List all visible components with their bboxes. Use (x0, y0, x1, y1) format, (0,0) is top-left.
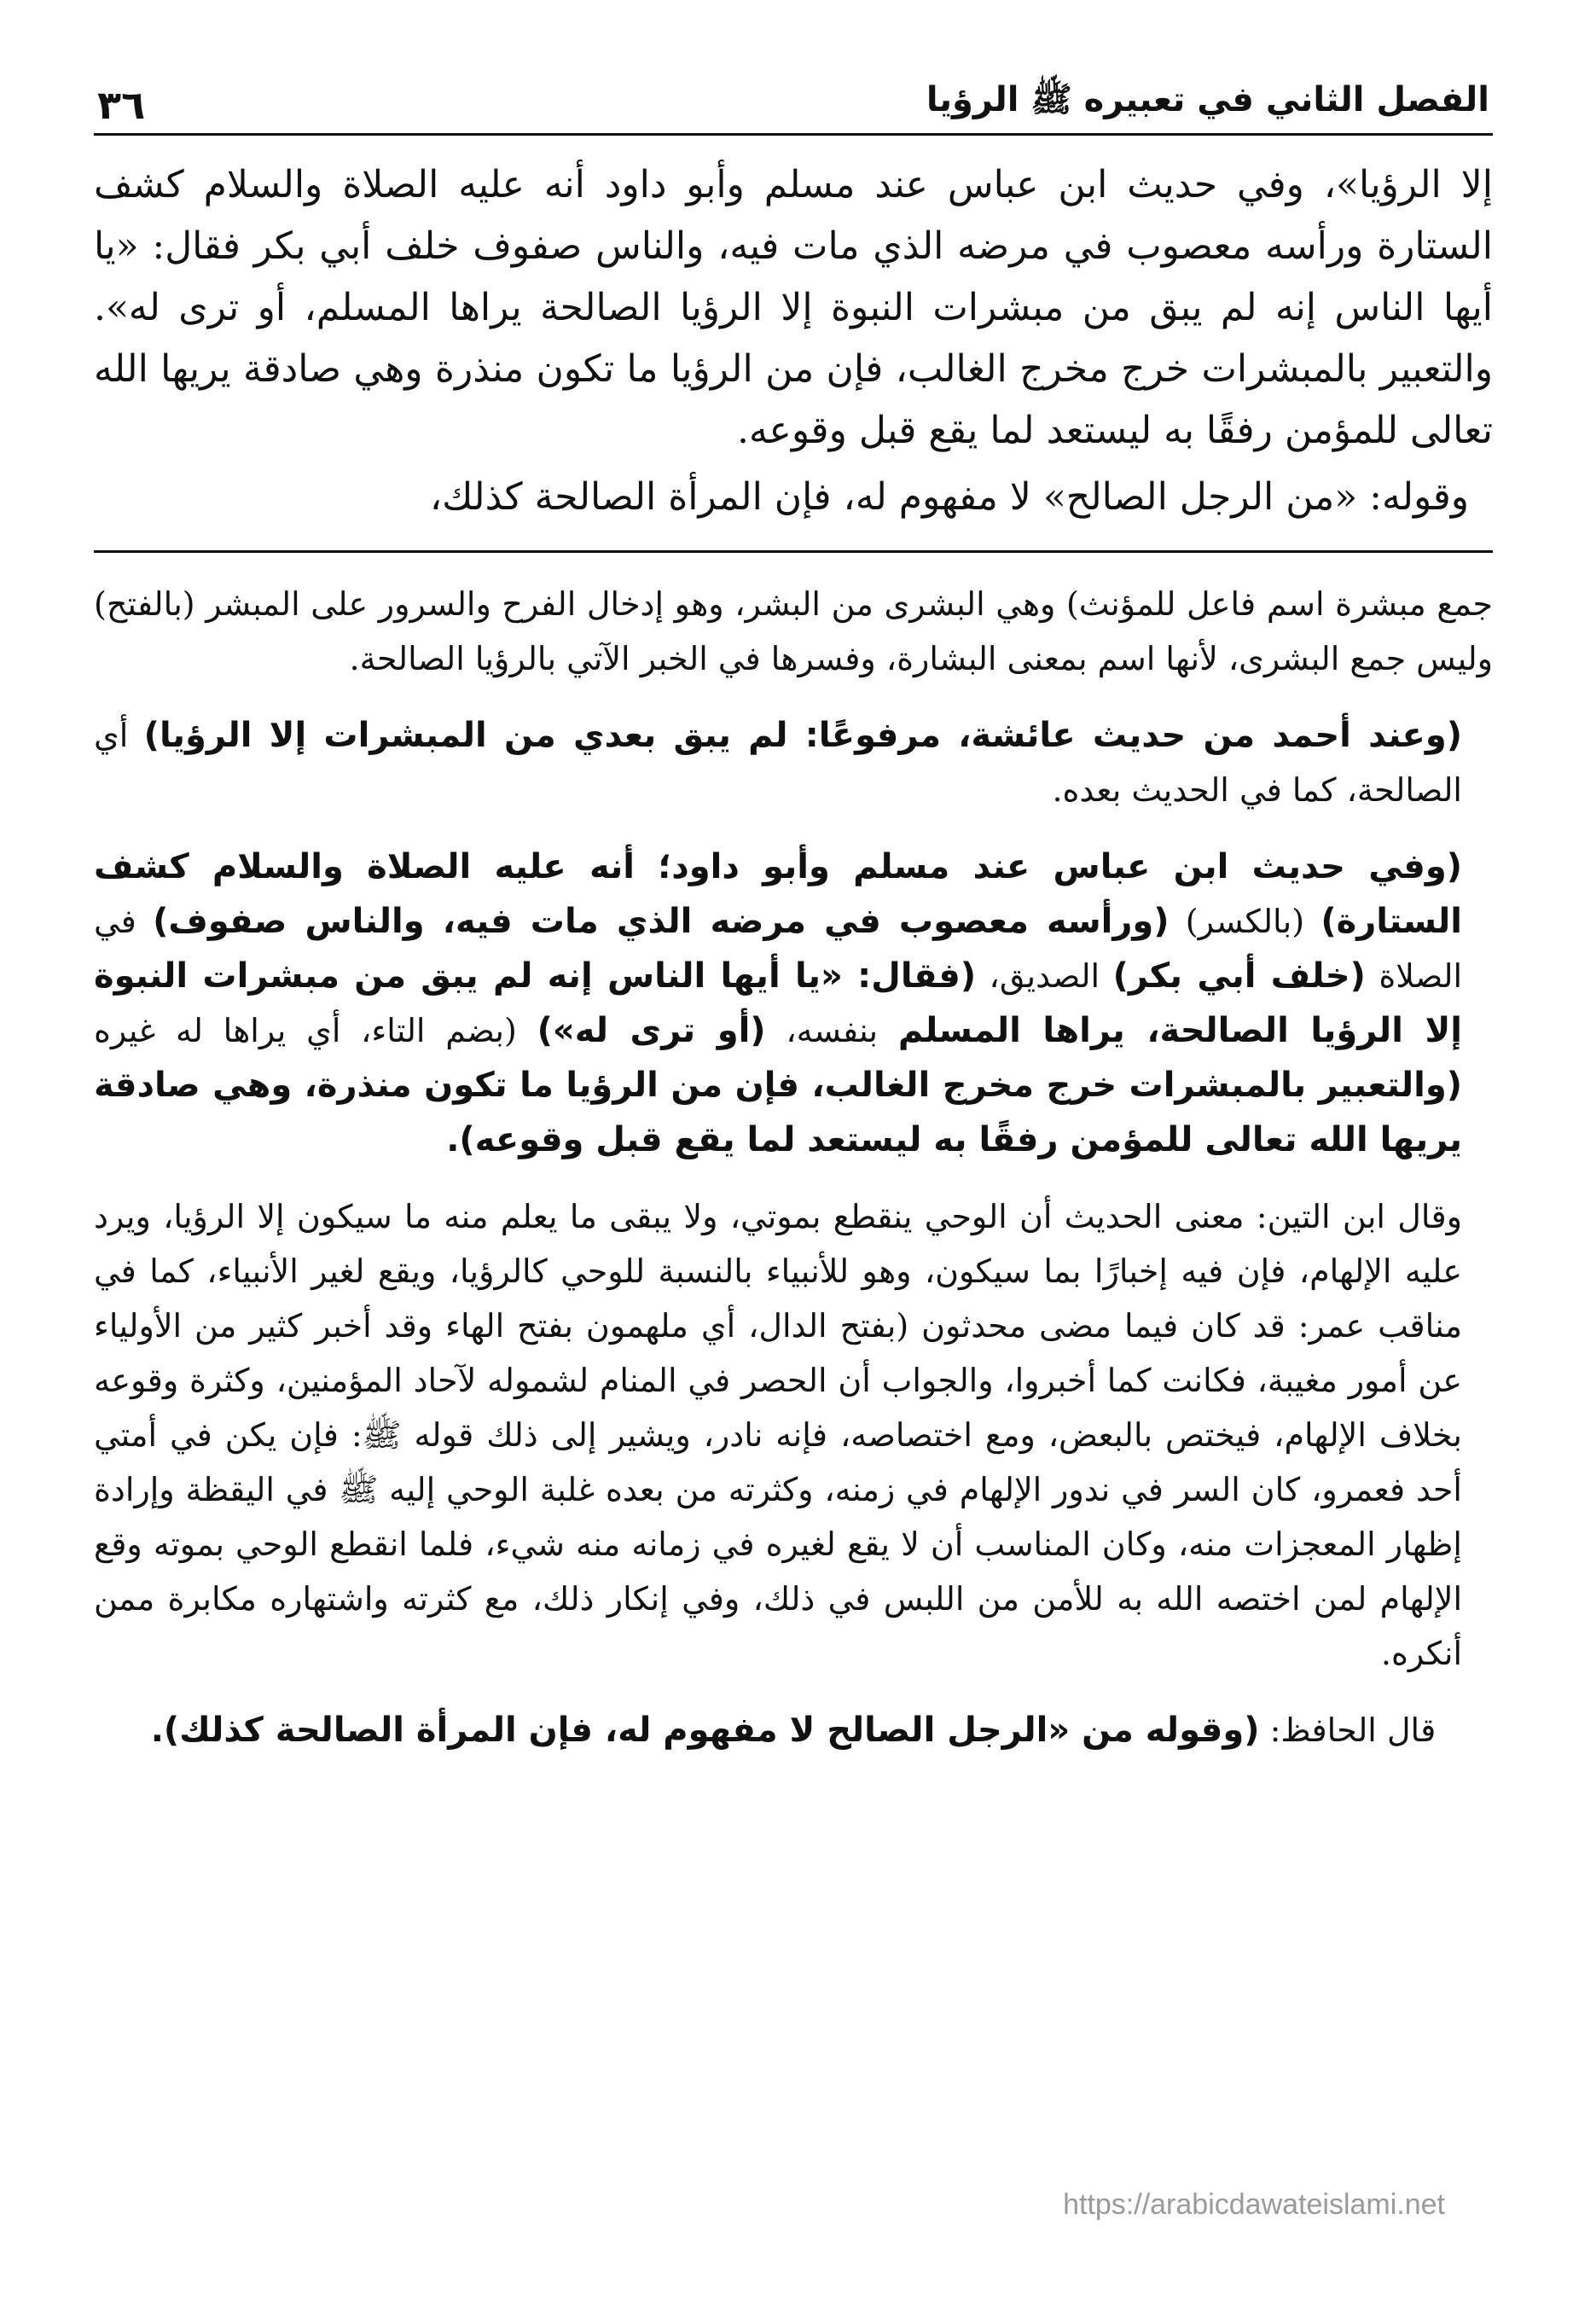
commentary-paragraph: جمع مبشرة اسم فاعل للمؤنث) وهي البشرى من البشر، وهو إدخال الفرح والسرور على المبشر (بالفتح) وليس جمع البشرى، لأنها اسم بمعنى البشارة، وفسرها في الخبر الآتي بالرؤيا الصالحة. (94, 585, 1493, 677)
explanation-text: في الصلاة (94, 903, 1463, 995)
explanation-text: الصديق، (976, 957, 1113, 995)
book-page (94, 60, 1493, 1758)
quoted-text: (وفي حديث ابن عباس عند مسلم وأبو داود؛ أنه عليه الصلاة والسلام كشف الستارة) (94, 847, 1463, 941)
commentary-paragraph (94, 840, 1493, 1167)
explanation-text: (بضم التاء، أي يراها له غيره (94, 1012, 537, 1049)
page-number: ٣٦ (97, 82, 146, 128)
explanation-text: أي الصالحة، كما في الحديث بعده. (94, 717, 1462, 809)
commentary-paragraph: وقال ابن التين: معنى الحديث أن الوحي ينقطع بموتي، ولا يبقى ما يعلم منه ما سيكون إلا الرؤيا، ويرد عليه الإلهام، فإن فيه إخبارًا بما سيكون، وهو للأنبياء بالنسبة للوحي كالرؤيا، ويقع لغير الأنبياء، كما في مناقب عمر: قد كان فيما مضى محدثون (بفتح الدال، أي ملهمون بفتح الهاء وقد أخبر كثير من الأولياء عن أمور مغيبة، فكانت كما أخبروا، والجواب أن الحصر في المنام لشموله لآحاد المؤمنين، وكثرة وقوعه بخلاف الإلهام، فيختص بالبعض، ومع اختصاصه، فإنه نادر، ويشير إلى ذلك قوله ﷺ: فإن يكن في أمتي أحد فعمرو، كان السر في ندور الإلهام في زمنه، وكثرته من بعده غلبة الوحي إليه ﷺ في اليقظة وإرادة إظهار المعجزات منه، وكان المناسب أن لا يقع لغيره في زمانه منه شيء، فلما انقطع الوحي بموته وقع الإلهام لمن اختصه الله به للأمن من اللبس في ذلك، وفي إنكار ذلك، مع كثرته واشتهاره مكابرة ممن أنكره. (94, 1198, 1462, 1672)
explanation-text: بنفسه، (765, 1012, 898, 1049)
quoted-text: (أو ترى له») (537, 1011, 766, 1050)
commentary-paragraph (94, 708, 1493, 817)
footnote-separator (94, 550, 1493, 553)
main-paragraph: وقوله: «من الرجل الصالح» لا مفهوم له، فإن المرأة الصالحة كذلك، (429, 475, 1469, 519)
explanation-text: (بالكسر) (1169, 903, 1321, 940)
quoted-text: (وعند أحمد من حديث عائشة، مرفوعًا: لم يبق بعدي من المبشرات إلا الرؤيا) (143, 716, 1462, 755)
page-header (94, 60, 1493, 136)
explanation-text: قال الحافظ: (1259, 1711, 1437, 1749)
quoted-text: (ورأسه معصوب في مرضه الذي مات فيه، والناس صفوف) (153, 902, 1170, 941)
commentary-paragraph (94, 1703, 1493, 1758)
commentary (94, 577, 1493, 1758)
main-paragraph: إلا الرؤيا»، وفي حديث ابن عباس عند مسلم وأبو داود أنه عليه الصلاة والسلام كشف الستارة ورأسه معصوب في مرضه الذي مات فيه، والناس صفوف خلف أبي بكر فقال: «يا أيها الناس إنه لم يبق من مبشرات النبوة إلا الرؤيا الصالحة يراها المسلم، أو ترى له». والتعبير بالمبشرات خرج مخرج الغالب، فإن من الرؤيا ما تكون منذرة وهي صادقة يريها الله تعالى للمؤمن رفقًا به ليستعد لما يقع قبل وقوعه. (94, 163, 1493, 452)
quoted-text: (والتعبير بالمبشرات خرج مخرج الغالب، فإن من الرؤيا ما تكون منذرة، وهي صادقة يريها الله تعالى للمؤمن رفقًا به ليستعد لما يقع قبل وقوعه). (94, 1066, 1462, 1159)
running-title: الفصل الثاني في تعبيره ﷺ الرؤيا (926, 80, 1489, 119)
quoted-text: (خلف أبي بكر) (1112, 956, 1366, 996)
main-text (94, 154, 1493, 528)
quoted-text: (فقال: «يا أيها الناس إنه لم يبق من مبشرات النبوة إلا الرؤيا الصالحة، يراها المسلم (94, 956, 1462, 1050)
watermark-url: https://arabicdawateislami.net (1063, 2188, 1445, 2221)
quoted-text: (وقوله من «الرجل الصالح لا مفهوم له، فإن المرأة الصالحة كذلك). (150, 1711, 1260, 1750)
